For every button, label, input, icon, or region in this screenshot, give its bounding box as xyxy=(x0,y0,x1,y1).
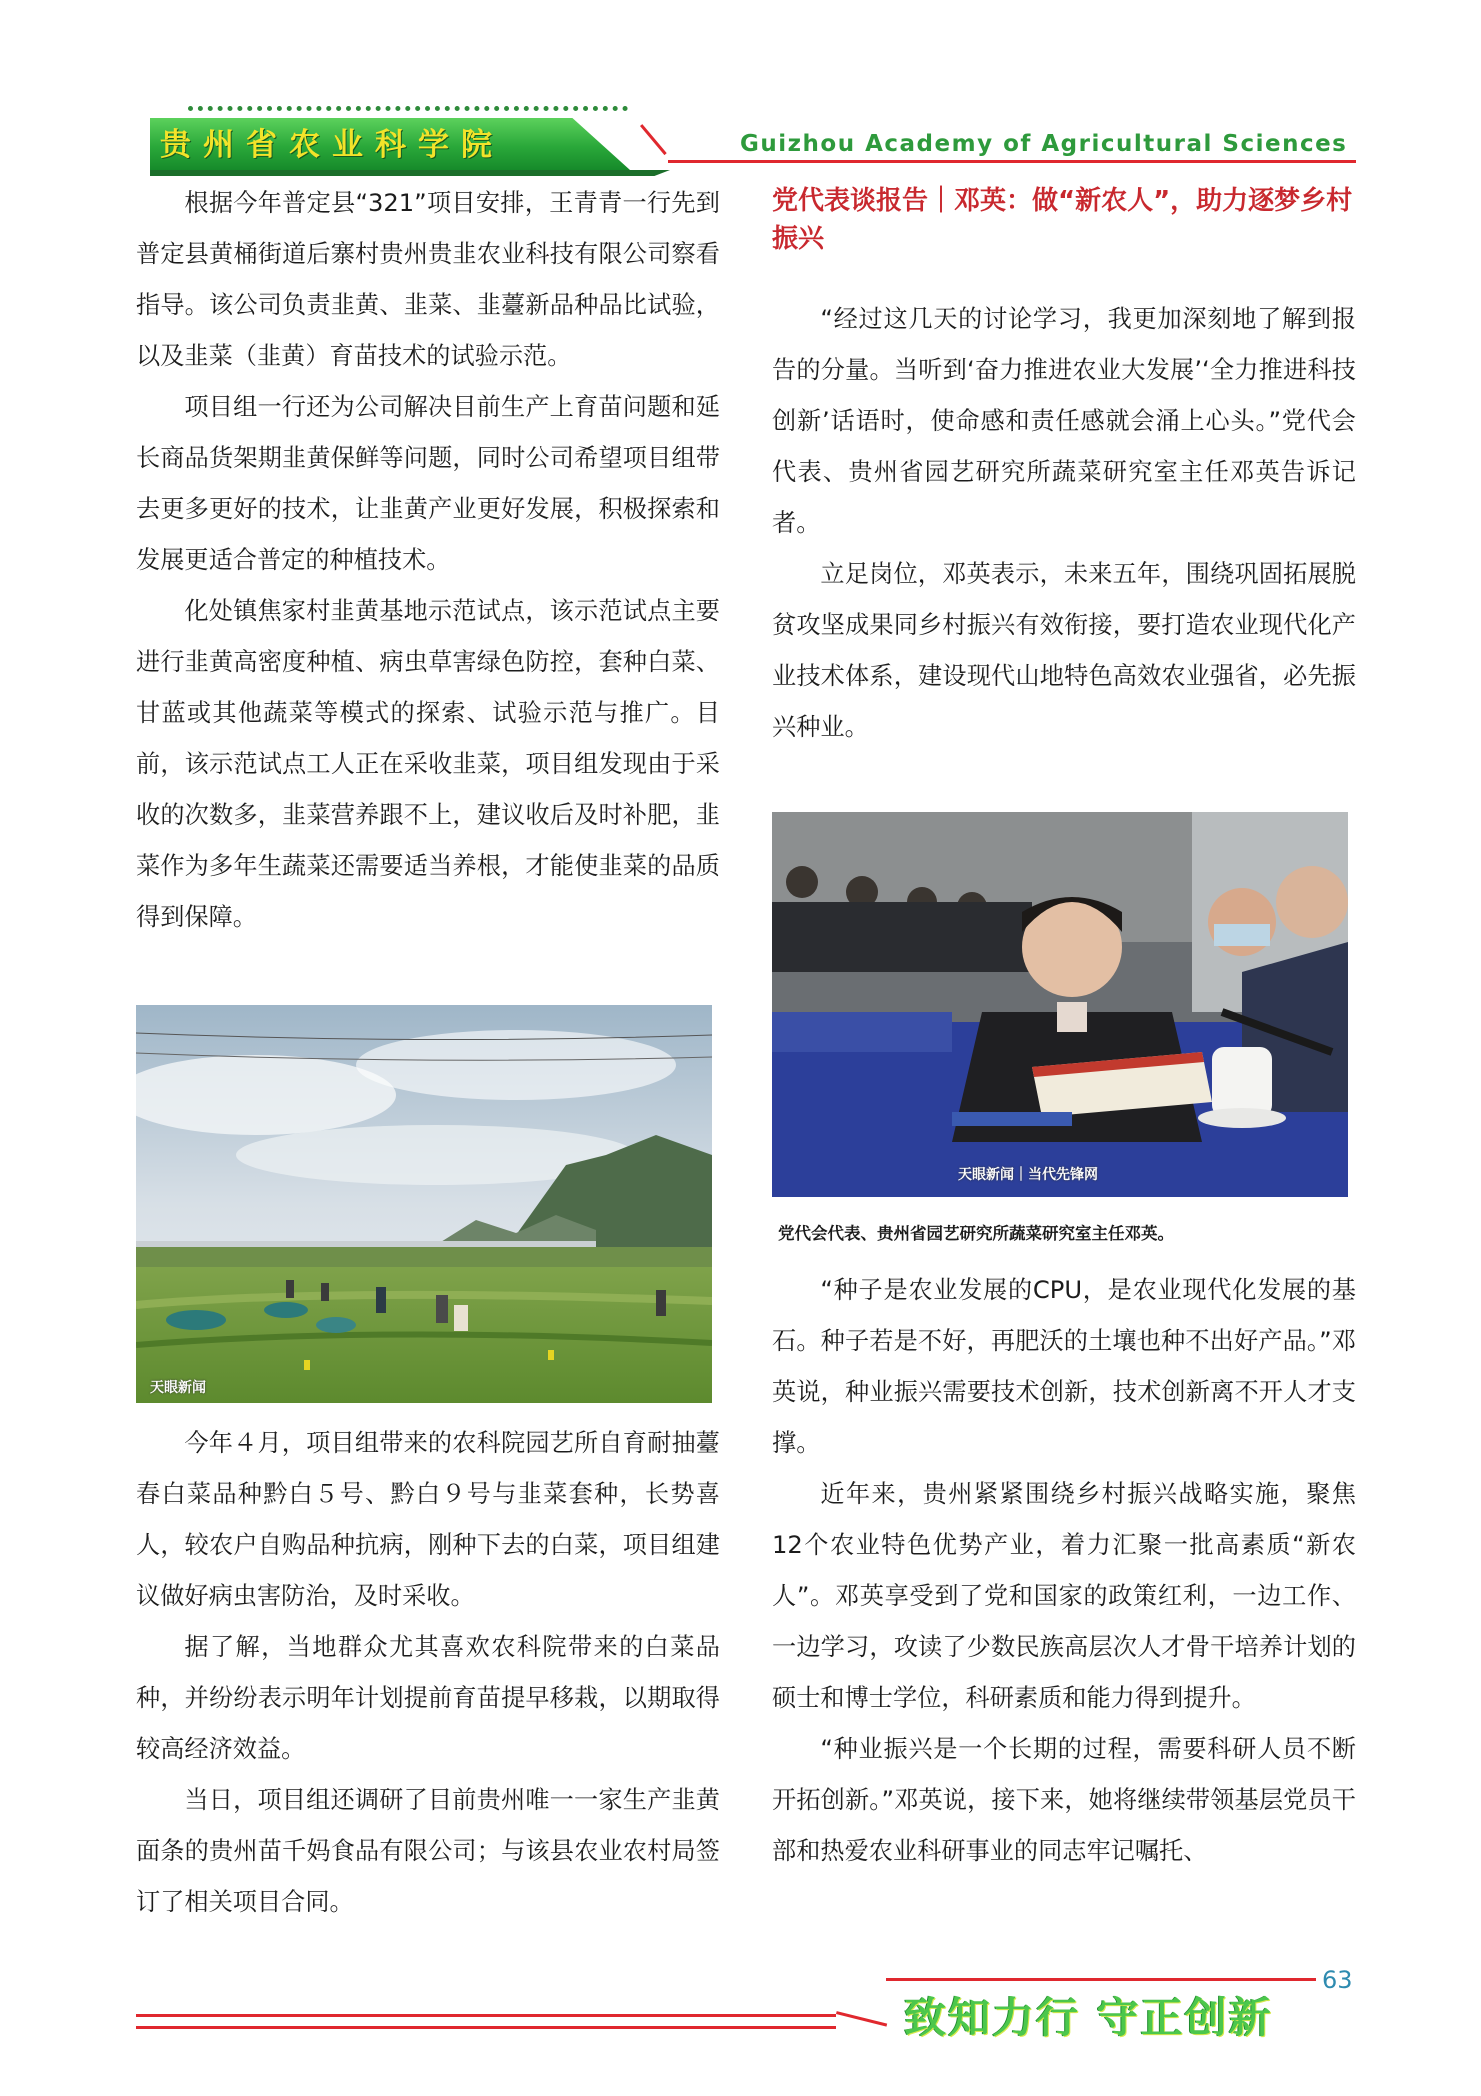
paragraph: “种业振兴是一个长期的过程，需要科研人员不断开拓创新。”邓英说，接下来，她将继续带领基层党员干部和热爱农业科研事业的同志牢记嘱托、 xyxy=(772,1735,1356,1865)
meeting-photo xyxy=(772,812,1348,1197)
paragraph: 当日，项目组还调研了目前贵州唯一一家生产韭黄面条的贵州苗千妈食品有限公司；与该县农业农村局签订了相关项目合同。 xyxy=(136,1786,720,1916)
header-red-divider-tick xyxy=(640,124,667,155)
field-photo-watermark: 天眼新闻 xyxy=(150,1380,206,1396)
paragraph: 化处镇焦家村韭黄基地示范试点，该示范试点主要进行韭黄高密度种植、病虫草害绿色防控，套种白菜、甘蓝或其他蔬菜等模式的探索、试验示范与推广。目前，该示范试点工人正在采收韭菜，项目组发现由于采收的次数多，韭菜营养跟不上，建议收后及时补肥，韭菜作为多年生蔬菜还需要适当养根，才能使韭菜的品质得到保障。 xyxy=(136,597,720,931)
meeting-photo-watermark: 天眼新闻｜当代先锋网 xyxy=(958,1167,1098,1183)
right-column-top xyxy=(772,182,1356,753)
footer-motto: 致知力行 守正创新 xyxy=(904,1993,1273,2042)
header-dotted-line xyxy=(188,106,628,111)
left-column-bottom xyxy=(136,1418,720,1928)
header-org-name-cn: 贵州省农业科学院 xyxy=(160,127,504,163)
paragraph: 今年４月，项目组带来的农科院园艺所自育耐抽薹春白菜品种黔白５号、黔白９号与韭菜套种，长势喜人，较农户自购品种抗病，刚种下去的白菜，项目组建议做好病虫害防治，及时采收。 xyxy=(136,1429,720,1610)
paragraph: 根据今年普定县“321”项目安排，王青青一行先到普定县黄桶街道后寨村贵州贵韭农业科技有限公司察看指导。该公司负责韭黄、韭菜、韭薹新品种品比试验，以及韭菜（韭黄）育苗技术的试验示范。 xyxy=(136,189,720,370)
header-org-name-en: Guizhou Academy of Agricultural Sciences xyxy=(740,131,1348,157)
footer-red-line-lower xyxy=(136,2026,836,2029)
article-subhead: 党代表谈报告｜邓英：做“新农人”，助力逐梦乡村振兴 xyxy=(772,186,1353,254)
footer-red-line-diagonal xyxy=(836,2011,887,2026)
paragraph: 据了解，当地群众尤其喜欢农科院带来的白菜品种，并纷纷表示明年计划提前育苗提早移栽，以期取得较高经济效益。 xyxy=(136,1633,720,1763)
paragraph: “经过这几天的讨论学习，我更加深刻地了解到报告的分量。当听到‘奋力推进农业大发展’‘全力推进科技创新’话语时，使命感和责任感就会涌上心头。”党代会代表、贵州省园艺研究所蔬菜研究室主任邓英告诉记者。 xyxy=(772,305,1356,537)
footer-red-line-top xyxy=(886,1978,1316,1981)
field-photo-illustration xyxy=(136,1005,712,1403)
right-column-bottom xyxy=(772,1265,1356,1877)
paragraph: 项目组一行还为公司解决目前生产上育苗问题和延长商品货架期韭黄保鲜等问题，同时公司希望项目组带去更多更好的技术，让韭黄产业更好发展，积极探索和发展更适合普定的种植技术。 xyxy=(136,393,720,574)
field-photo xyxy=(136,1005,712,1403)
photo-caption: 党代会代表、贵州省园艺研究所蔬菜研究室主任邓英。 xyxy=(778,1224,1174,1243)
meeting-photo-illustration xyxy=(772,812,1348,1197)
paragraph: 近年来，贵州紧紧围绕乡村振兴战略实施，聚焦12个农业特色优势产业，着力汇聚一批高素质“新农人”。邓英享受到了党和国家的政策红利，一边工作、一边学习，攻读了少数民族高层次人才骨干培养计划的硕士和博士学位，科研素质和能力得到提升。 xyxy=(772,1480,1356,1712)
left-column-top xyxy=(136,178,720,943)
header-band-shadow xyxy=(150,170,670,176)
paragraph: “种子是农业发展的CPU，是农业现代化发展的基石。种子若是不好，再肥沃的土壤也种不出好产品。”邓英说，种业振兴需要技术创新，技术创新离不开人才支撑。 xyxy=(772,1276,1356,1457)
page-number: 63 xyxy=(1322,1966,1353,1994)
paragraph: 立足岗位，邓英表示，未来五年，围绕巩固拓展脱贫攻坚成果同乡村振兴有效衔接，要打造农业现代化产业技术体系，建设现代山地特色高效农业强省，必先振兴种业。 xyxy=(772,560,1356,741)
footer-red-line-upper xyxy=(136,2014,836,2017)
